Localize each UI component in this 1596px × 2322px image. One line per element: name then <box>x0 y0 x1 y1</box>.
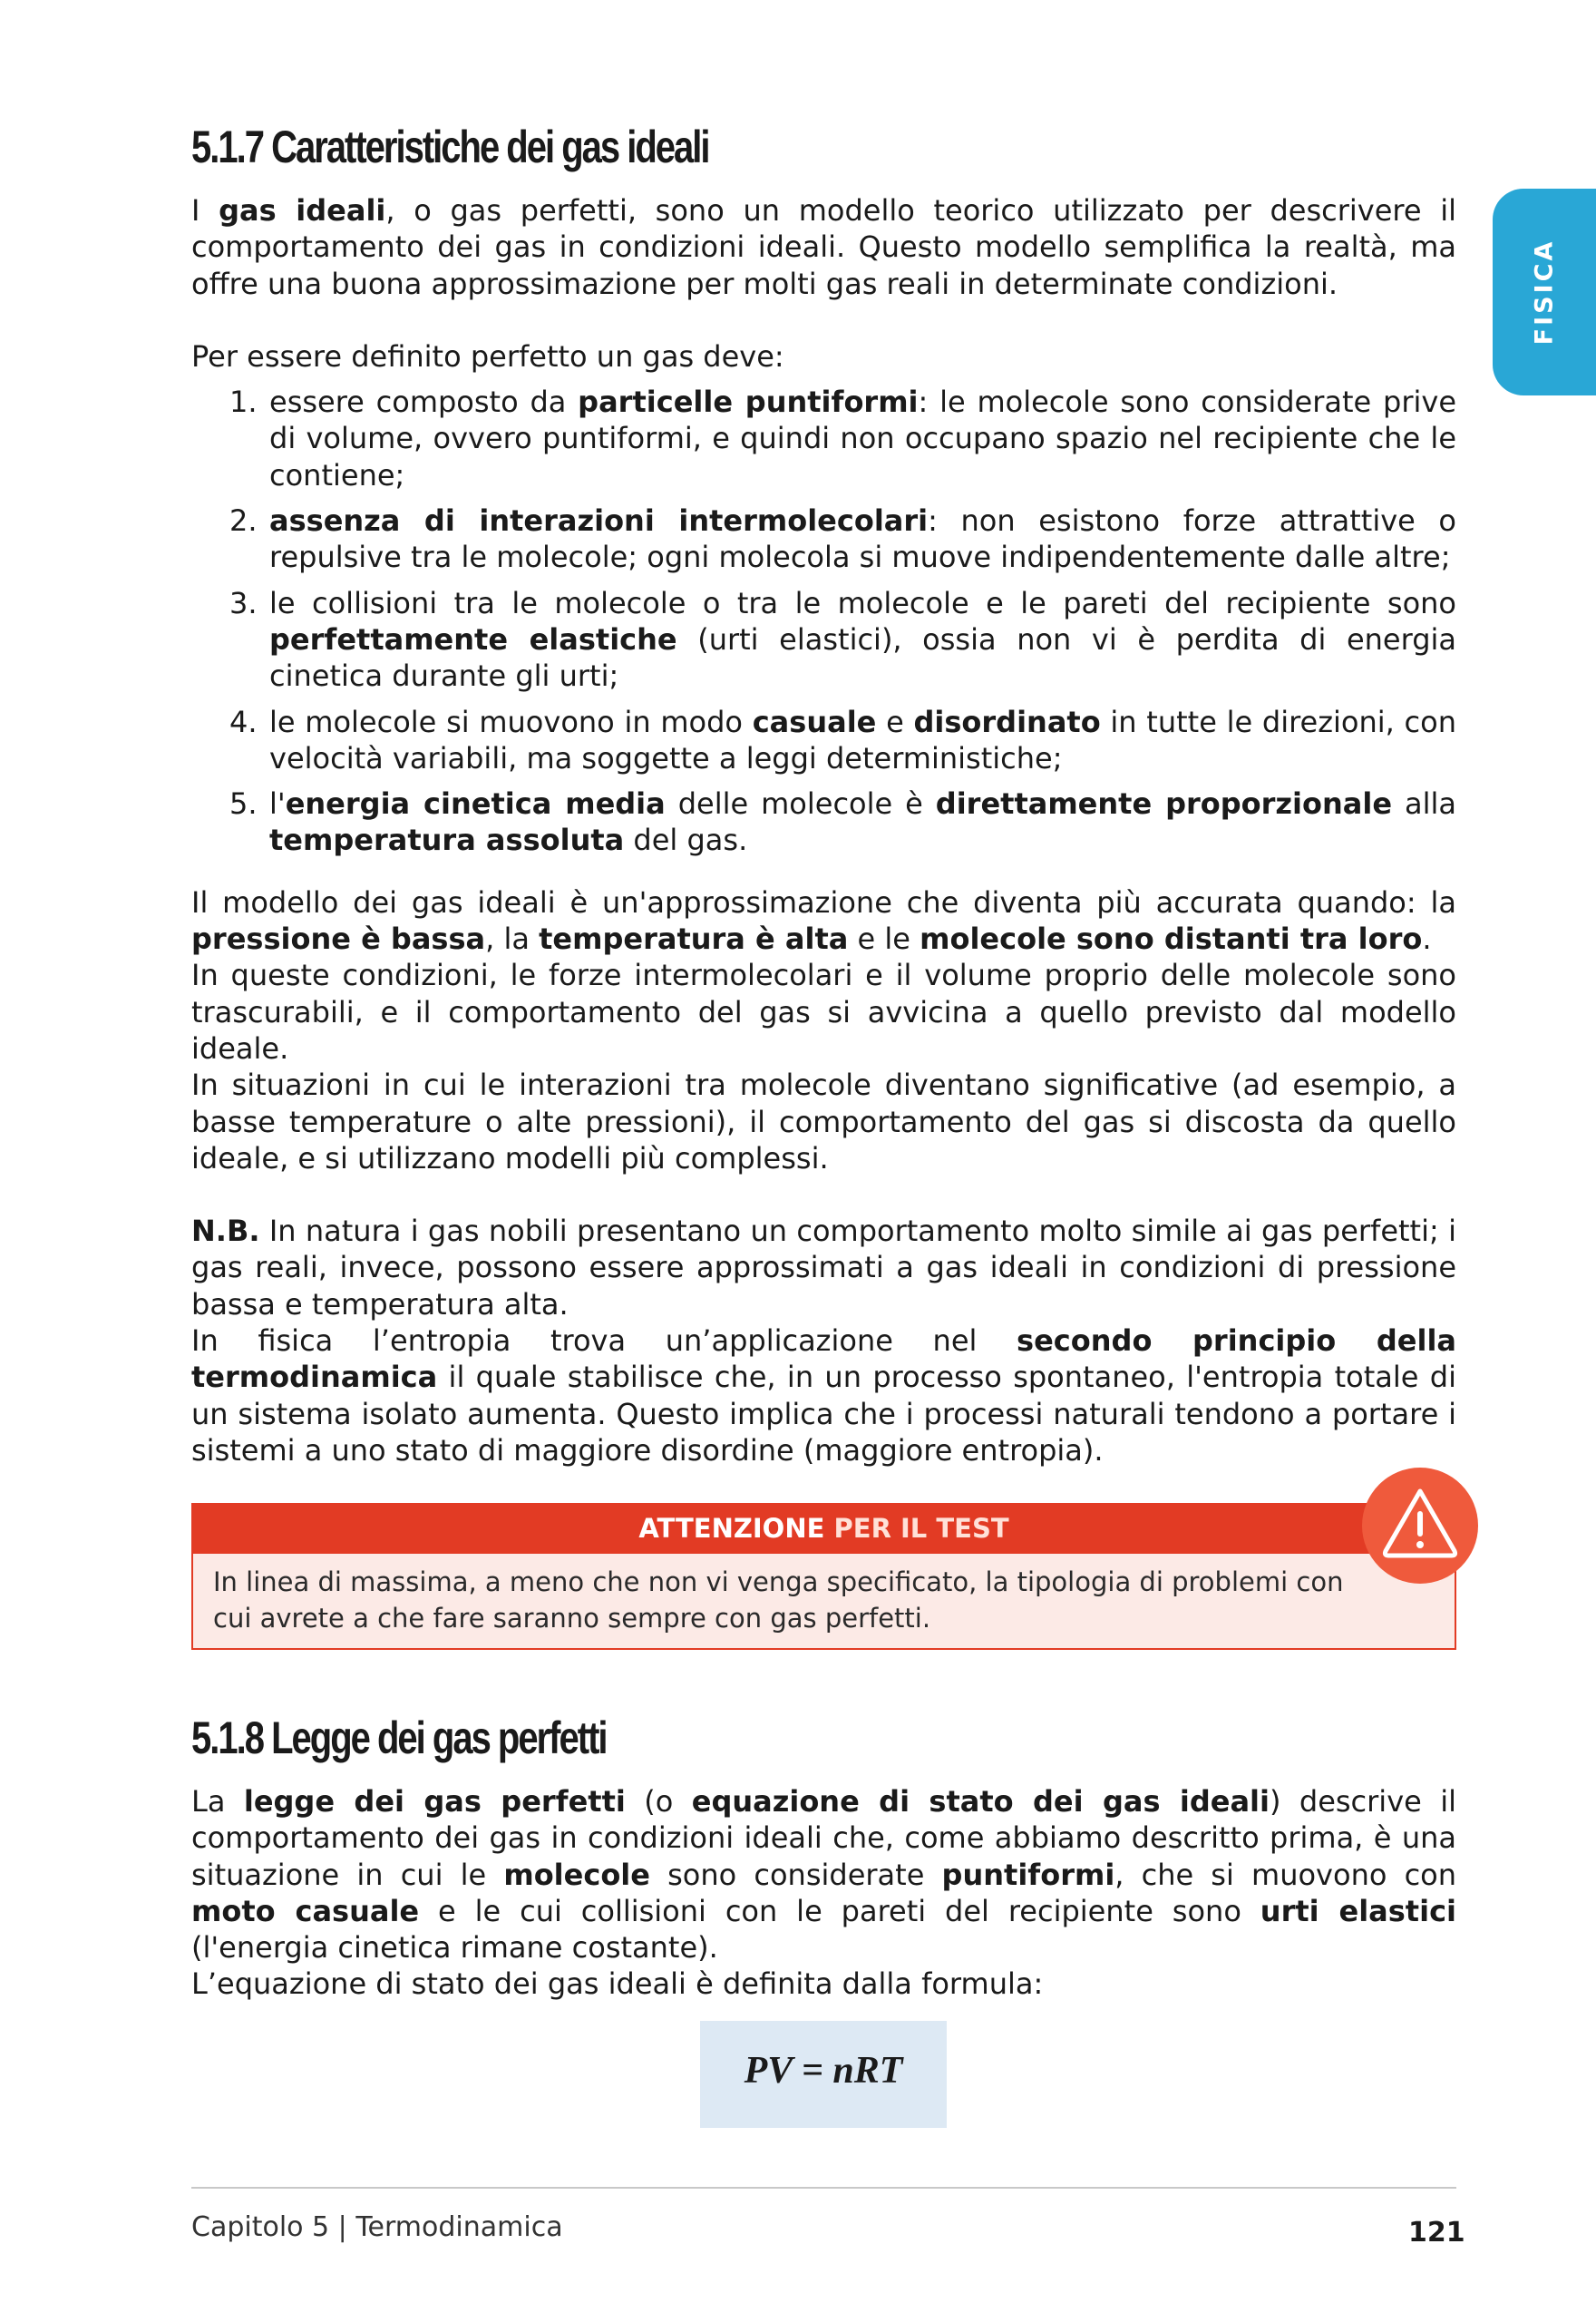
section-title-5-1-8: 5.1.8 Legge dei gas perfetti <box>191 1712 607 1763</box>
bold-term: molecole sono distanti tra loro <box>920 922 1423 957</box>
list-item-number: 5. <box>229 786 258 822</box>
list-item-text: essere composto da particelle puntiformi: le molecole sono considerate prive di volume, ovvero puntiformi, e quindi non occupano spazio nel recipiente che le contiene; <box>269 385 1457 493</box>
bold-term: gas ideali <box>219 193 386 228</box>
bold-term: disordinato <box>913 704 1101 739</box>
list-item-text: assenza di interazioni intermolecolari: non esistono forze attrattive o repulsive tra le molecole; ogni molecola si muove indipendentemente dalle altre; <box>269 503 1457 575</box>
list-item-text: l'energia cinetica media delle molecole è direttamente proporzionale alla temperatura assoluta del gas. <box>269 786 1456 858</box>
list-item-number: 4. <box>229 704 258 739</box>
list-item-text: le molecole si muovono in modo casuale e disordinato in tutte le direzioni, con velocità variabili, ma soggette a leggi deterministiche; <box>269 704 1457 776</box>
list-item-number: 1. <box>229 385 258 420</box>
page-number: 121 <box>1408 2217 1465 2249</box>
nb-paragraph: N.B. In natura i gas nobili presentano un comportamento molto simile ai gas perfetti; i gas reali, invece, possono essere approssimati a gas ideali in condizioni di pressione bassa e temperatura alta. <box>191 1214 1456 1322</box>
formula-box <box>700 2021 947 2128</box>
model-paragraph-3: In situazioni in cui le interazioni tra molecole diventano significative (ad esempio, a basse temperature o alte pressioni), il comportamento del gas si discosta da quello ideale, e si utilizzano modelli più complessi. <box>191 1068 1456 1176</box>
section-title-5-1-7: 5.1.7 Caratteristiche dei gas ideali <box>191 122 709 172</box>
intro-paragraph: I gas ideali, o gas perfetti, sono un modello teorico utilizzato per descrivere il comportamento dei gas in condizioni ideali. Questo modello semplifica la realtà, ma offre una buona approssimazione per molti gas reali in determinate condizioni. <box>191 193 1457 301</box>
bold-term: particelle puntiformi <box>578 385 919 420</box>
footer-chapter: Capitolo 5 | Termodinamica <box>191 2211 563 2243</box>
list-item-text: le collisioni tra le molecole o tra le molecole e le pareti del recipiente sono perfettamente elastiche (urti elastici), ossia non vi è perdita di energia cinetica durante gli urti; <box>269 585 1457 694</box>
list-item <box>191 384 1456 493</box>
model-paragraph-1: Il modello dei gas ideali è un'approssimazione che diventa più accurata quando: la pressione è bassa, la temperatura è alta e le molecole sono distanti tra loro. <box>191 884 1456 957</box>
attention-title-bold: ATTENZIONE <box>638 1513 825 1544</box>
attention-title-rest: PER IL TEST <box>824 1513 1009 1544</box>
bold-term: temperatura assoluta <box>269 823 625 858</box>
list-item <box>191 704 1456 777</box>
bold-term: moto casuale <box>191 1893 420 1928</box>
bold-term: temperatura è alta <box>539 922 849 957</box>
list-item <box>191 502 1456 576</box>
attention-box <box>191 1503 1456 1652</box>
section-5-1-7-body <box>191 192 1456 1468</box>
bold-term: casuale <box>752 704 877 739</box>
footer-divider <box>191 2187 1456 2189</box>
bold-term: pressione è bassa <box>191 922 486 957</box>
bold-term: energia cinetica media <box>285 786 666 822</box>
list-intro: Per essere definito perfetto un gas deve: <box>191 338 784 374</box>
bold-term: urti elastici <box>1260 1893 1457 1928</box>
bold-term: N.B. <box>191 1214 260 1249</box>
list-item-number: 2. <box>229 503 258 539</box>
side-tab-label: FISICA <box>1530 239 1559 346</box>
bold-term: secondo principio della termodinamica <box>191 1323 1457 1395</box>
bold-term: legge dei gas perfetti <box>243 1784 626 1819</box>
law-paragraph: La legge dei gas perfetti (o equazione di stato dei gas ideali) descrive il comportamento dei gas in condizioni ideali che, come abbiamo descritto prima, è una situazione in cui le molecole sono considerate puntiformi, che si muovono con moto casuale e le cui collisioni con le pareti del recipiente sono urti elastici (l'energia cinetica rimane costante). <box>191 1784 1457 1966</box>
bold-term: assenza di interazioni intermolecolari <box>269 503 929 539</box>
list-item-number: 3. <box>229 585 258 620</box>
list-item <box>191 785 1456 859</box>
bold-term: molecole <box>503 1857 650 1892</box>
attention-box-body <box>191 1554 1456 1650</box>
model-paragraph-2: In queste condizioni, le forze intermolecolari e il volume proprio delle molecole sono trascurabili, e il comportamento del gas si avvicina a quello previsto dal modello ideale. <box>191 958 1456 1066</box>
attention-box-header <box>191 1503 1456 1554</box>
bold-term: direttamente proporzionale <box>935 786 1393 822</box>
ideal-gas-formula: PV = nRT <box>744 2050 903 2092</box>
formula-intro: L’equazione di stato dei gas ideali è definita dalla formula: <box>191 1966 1044 2002</box>
bold-term: equazione di stato dei gas ideali <box>691 1784 1270 1819</box>
attention-text: In linea di massima, a meno che non vi venga specificato, la tipologia di problemi con cui avrete a che fare saranno sempre con gas perfetti. <box>213 1566 1344 1634</box>
bold-term: puntiformi <box>941 1857 1115 1892</box>
bold-term: perfettamente elastiche <box>269 621 677 657</box>
side-tab-fisica <box>1493 189 1596 395</box>
section-5-1-8-body <box>191 1783 1456 2003</box>
warning-triangle-icon <box>1362 1468 1478 1584</box>
conditions-list <box>191 384 1456 859</box>
list-item <box>191 585 1456 695</box>
entropy-paragraph: In fisica l’entropia trova un’applicazione nel secondo principio della termodinamica il quale stabilisce che, in un processo spontaneo, l'entropia totale di un sistema isolato aumenta. Questo implica che i processi naturali tendono a portare i sistemi a uno stato di maggiore disordine (maggiore entropia). <box>191 1323 1457 1468</box>
